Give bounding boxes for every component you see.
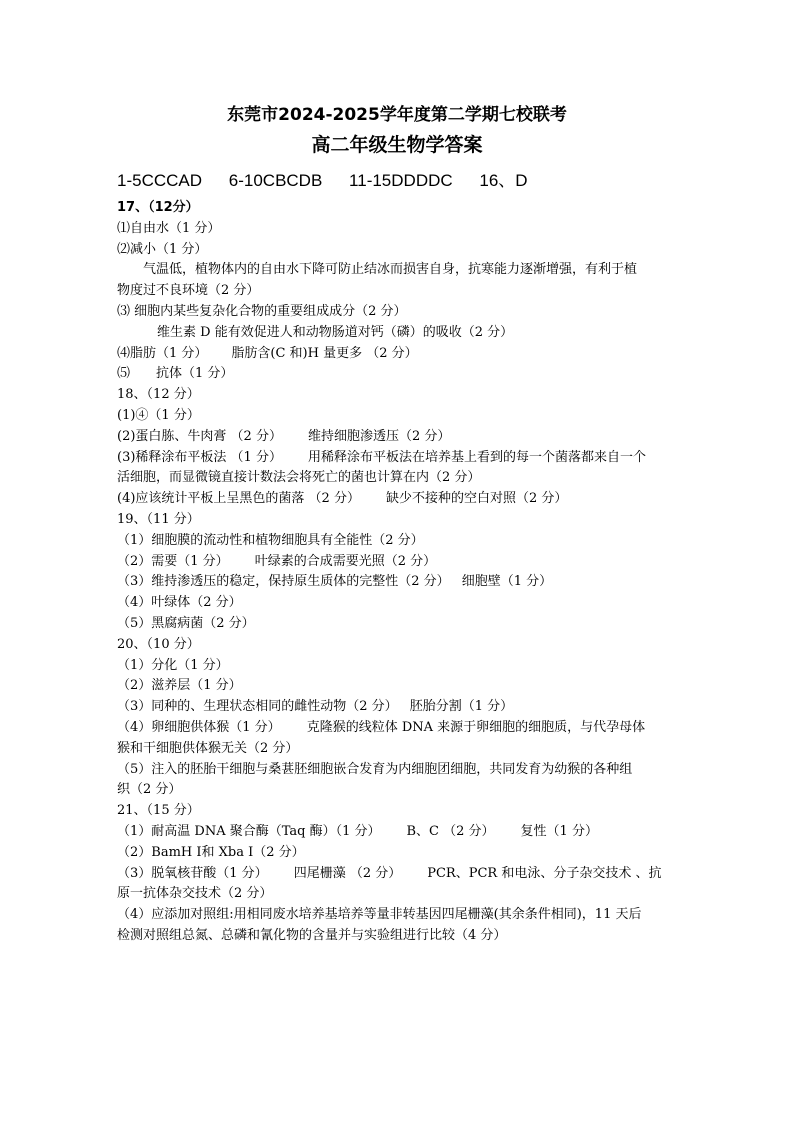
q21-header: 21、（15 分）: [117, 803, 200, 819]
q18-a3-a: (3)稀释涂布平板法 （1 分）: [117, 449, 282, 465]
q19-header: 19、（11 分）: [117, 511, 200, 527]
q21-a3-cont: 原一抗体杂交技术（2 分）: [117, 886, 273, 902]
q17-a4-b: 脂肪含(C 和)H 量更多 （2 分）: [231, 345, 418, 361]
answer-title: 高二年级生物学答案: [311, 134, 483, 156]
q19-a4: （4）叶绿体（2 分）: [117, 595, 242, 611]
q18-a4-b: 缺少不接种的空白对照（2 分）: [385, 491, 568, 507]
q21-a1-b: B、C （2 分）: [406, 823, 495, 839]
choice-answers: [117, 166, 550, 191]
q20-header: 20、（10 分）: [117, 636, 200, 652]
q17-a2-explanation: 气温低，植物体内的自由水下降可防止结冰而损害自身，抗寒能力逐渐增强，有利于植: [143, 262, 638, 278]
q21-a1: [117, 822, 677, 843]
q21-a2: （2）BamH Ⅰ和 Xba Ⅰ（2 分）: [117, 844, 305, 860]
q20-a4: [117, 718, 677, 739]
q18-a2-a: (2)蛋白胨、牛肉膏 （2 分）: [117, 428, 282, 444]
q21-a3-b: 四尾栅藻 （2 分）: [293, 865, 402, 881]
q19-a2: [117, 552, 677, 573]
q19-a3: [117, 572, 677, 593]
q18-a2-b: 维持细胞渗透压（2 分）: [307, 428, 451, 444]
q18-header: 18、（12 分）: [117, 387, 200, 403]
q21-a1-c: 复性（1 分）: [520, 823, 598, 839]
q17-a5: ⑸ 抗体（1 分）: [117, 366, 234, 382]
answer-16: 16、D: [479, 171, 528, 190]
q19-a3-a: （3）维持渗透压的稳定，保持原生质体的完整性（2 分）: [117, 574, 450, 590]
q21-a1-a: （1）耐高温 DNA 聚合酶（Taq 酶）（1 分）: [117, 823, 381, 839]
q18-a3-cont: 活细胞，而显微镜直接计数法会将死亡的菌也计算在内（2 分）: [117, 470, 481, 486]
q19-a3-b: 细胞壁（1 分）: [461, 574, 553, 590]
q18-a4-a: (4)应该统计平板上呈黑色的菌落 （2 分）: [117, 491, 360, 507]
q17-a4: [117, 344, 677, 365]
q20-a2: （2）滋养层（1 分）: [117, 678, 242, 694]
q20-a3: [117, 697, 677, 718]
q17-a1: ⑴自由水（1 分）: [117, 220, 221, 236]
q21-a4: （4）应添加对照组:用相同废水培养基培养等量非转基因四尾栅藻(其余条件相同)，11 天后: [117, 907, 642, 923]
q17-a2-explanation-cont: 物度过不良环境（2 分）: [117, 283, 260, 299]
q18-a3-b: 用稀释涂布平板法在培养基上看到的每一个菌落都来自一个: [307, 449, 646, 465]
q21-a4-cont: 检测对照组总氮、总磷和氰化物的含量并与实验组进行比较（4 分）: [117, 927, 507, 943]
q18-a3: [117, 448, 677, 469]
q21-a3-c: PCR、PCR 和电泳、分子杂交技术 、抗: [427, 865, 662, 881]
q19-a2-b: 叶绿素的合成需要光照（2 分）: [254, 553, 437, 569]
q20-a4-a: （4）卵细胞供体猴（1 分）: [117, 719, 281, 735]
q17-a2: ⑵减小（1 分）: [117, 241, 208, 257]
exam-title: 东莞市2024-2025学年度第二学期七校联考: [227, 105, 567, 125]
q20-a4-b: 克隆猴的线粒体 DNA 来源于卵细胞的细胞质，与代孕母体: [306, 719, 646, 735]
q21-a3: [117, 864, 677, 885]
q17-header: 17、（12分）: [117, 200, 199, 215]
answer-content: [117, 198, 677, 947]
q19-a1: （1）细胞膜的流动性和植物细胞具有全能性（2 分）: [117, 532, 424, 548]
q19-a5: （5）黑腐病菌（2 分）: [117, 615, 255, 631]
q18-a2: [117, 427, 677, 448]
q20-a1: （1）分化（1 分）: [117, 657, 229, 673]
q19-a2-a: （2）需要（1 分）: [117, 553, 229, 569]
q20-a3-b: 胚胎分割（1 分）: [409, 699, 514, 715]
q21-a3-a: （3）脱氧核苷酸（1 分）: [117, 865, 268, 881]
answers-1-5: 1-5CCCAD: [117, 171, 203, 190]
q20-a3-a: （3）同种的、生理状态相同的雌性动物（2 分）: [117, 699, 398, 715]
q20-a5-cont: 织（2 分）: [117, 782, 182, 798]
q18-a4: [117, 489, 677, 510]
q18-a1: (1)④（1 分）: [117, 407, 200, 423]
answers-11-15: 11-15DDDDC: [349, 171, 453, 190]
answers-6-10: 6-10CBCDB: [228, 171, 323, 190]
q17-a3-b: 维生素 D 能有效促进人和动物肠道对钙（磷）的吸收（2 分）: [157, 324, 514, 340]
q17-a3: ⑶ 细胞内某些复杂化合物的重要组成成分（2 分）: [117, 303, 407, 319]
q17-a4-a: ⑷脂肪（1 分）: [117, 345, 208, 361]
q20-a5: （5）注入的胚胎干细胞与桑葚胚细胞嵌合发育为内细胞团细胞，共同发育为幼猴的各种组: [117, 761, 633, 777]
q20-a4-cont: 猴和干细胞供体猴无关（2 分）: [117, 740, 299, 756]
